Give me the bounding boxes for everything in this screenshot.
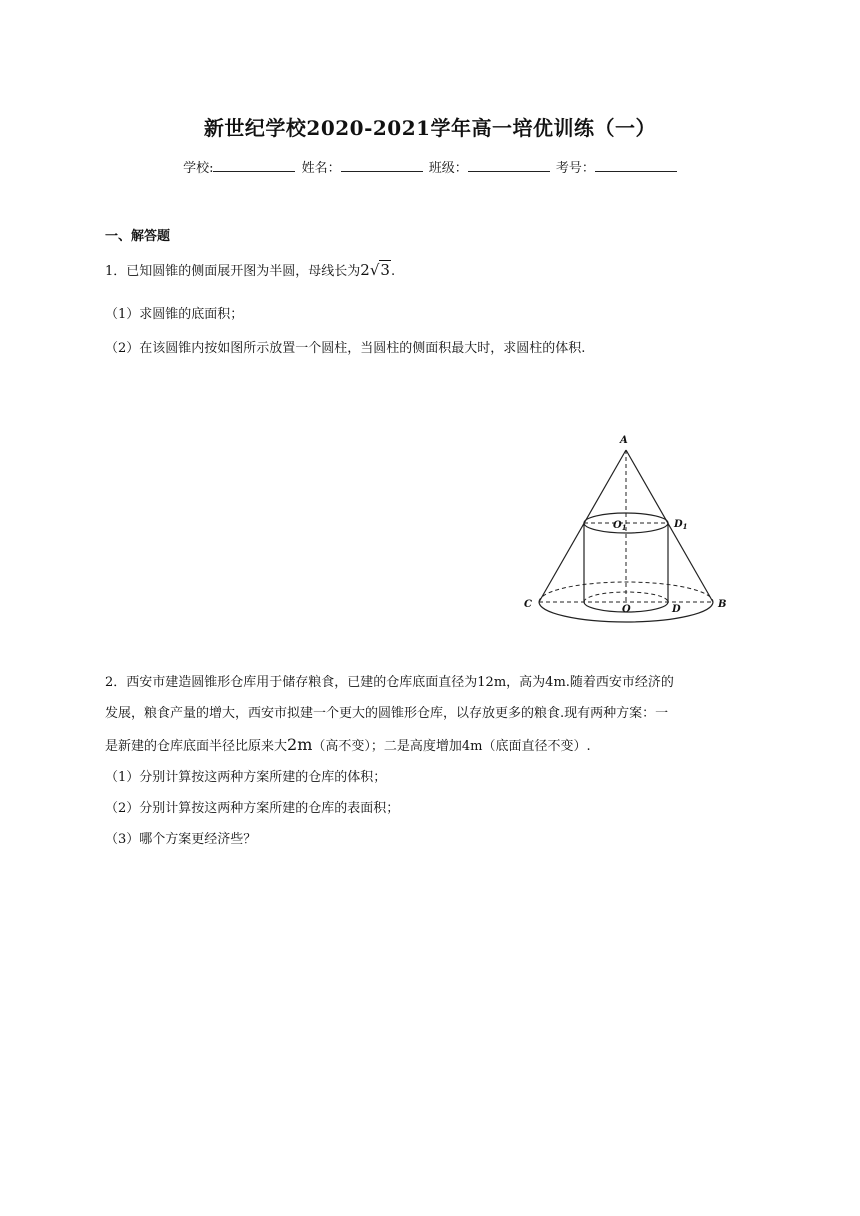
radical-sign: √ (369, 261, 380, 279)
q2-text: .随着西安市经济的 (565, 675, 674, 690)
class-field (429, 157, 550, 176)
label-A: A (620, 435, 628, 446)
q2-text: 是新建的仓库底面半径比原来大 (105, 739, 288, 754)
section-heading: 一、解答题 (105, 229, 171, 244)
q2-text: 2．西安市建造圆锥形仓库用于储存粮食，已建的仓库底面直径为 (105, 675, 478, 690)
q2-text: （高不变）；二是高度增加 (312, 739, 462, 754)
q1-sqrt-coef: 2 (360, 261, 370, 279)
q1-stem (105, 260, 395, 279)
page-title: 新世纪学校2020-2021学年高一培优训练（一） (203, 116, 657, 140)
label-B: B (718, 599, 727, 610)
name-field (302, 157, 423, 176)
label-D1: $D_1$ (674, 519, 688, 531)
q1-sqrt-radicand: 3 (380, 261, 390, 279)
school-field (183, 157, 295, 176)
q2-diameter-value: 12m (477, 675, 507, 690)
q2-text: （底面直径不变）. (482, 739, 591, 754)
name-label: 姓名： (301, 161, 341, 176)
q2-line-2: 发展，粮食产量的增大，西安市拟建一个更大的圆锥形仓库，以存放更多的粮食.现有两种方案：一 (105, 706, 669, 721)
q1-part1: （1）求圆锥的底面积； (105, 307, 244, 322)
label-D: D (672, 604, 681, 615)
q2-height-value: 4m (545, 675, 566, 690)
q1-stem-suffix: . (390, 264, 396, 279)
label-O: O (622, 604, 631, 615)
cone-side-right (626, 450, 713, 602)
exam-number-label: 考号： (555, 161, 595, 176)
q1-sqrt-expression (360, 261, 391, 279)
label-O1: $O_1$ (613, 520, 627, 532)
q1-part2: （2）在该圆锥内按如图所示放置一个圆柱，当圆柱的侧面积最大时，求圆柱的体积. (105, 341, 586, 356)
q2-line-3 (105, 729, 765, 762)
q2-height-increase: 4m (461, 739, 483, 754)
exam-number-blank[interactable] (595, 159, 677, 172)
cone-cylinder-figure (516, 430, 738, 636)
class-label: 班级： (428, 161, 468, 176)
name-blank[interactable] (341, 159, 423, 172)
label-C: C (524, 599, 532, 610)
q2-part3: （3）哪个方案更经济些？ (105, 832, 257, 847)
q2-text: ，高为 (506, 675, 546, 690)
q2-line-1 (105, 667, 765, 698)
q2-part2: （2）分别计算按这两种方案所建的仓库的表面积； (105, 801, 400, 816)
class-blank[interactable] (468, 159, 550, 172)
q1-stem-prefix: 1．已知圆锥的侧面展开图为半圆，母线长为 (105, 264, 361, 279)
q2-part1: （1）分别计算按这两种方案所建的仓库的体积； (105, 770, 387, 785)
exam-number-field (556, 157, 677, 176)
student-info-row (0, 157, 860, 176)
q2-radius-increase: 2m (287, 735, 313, 754)
school-label: 学校: (183, 161, 214, 176)
q2-block (105, 667, 765, 855)
school-blank[interactable] (213, 159, 295, 172)
